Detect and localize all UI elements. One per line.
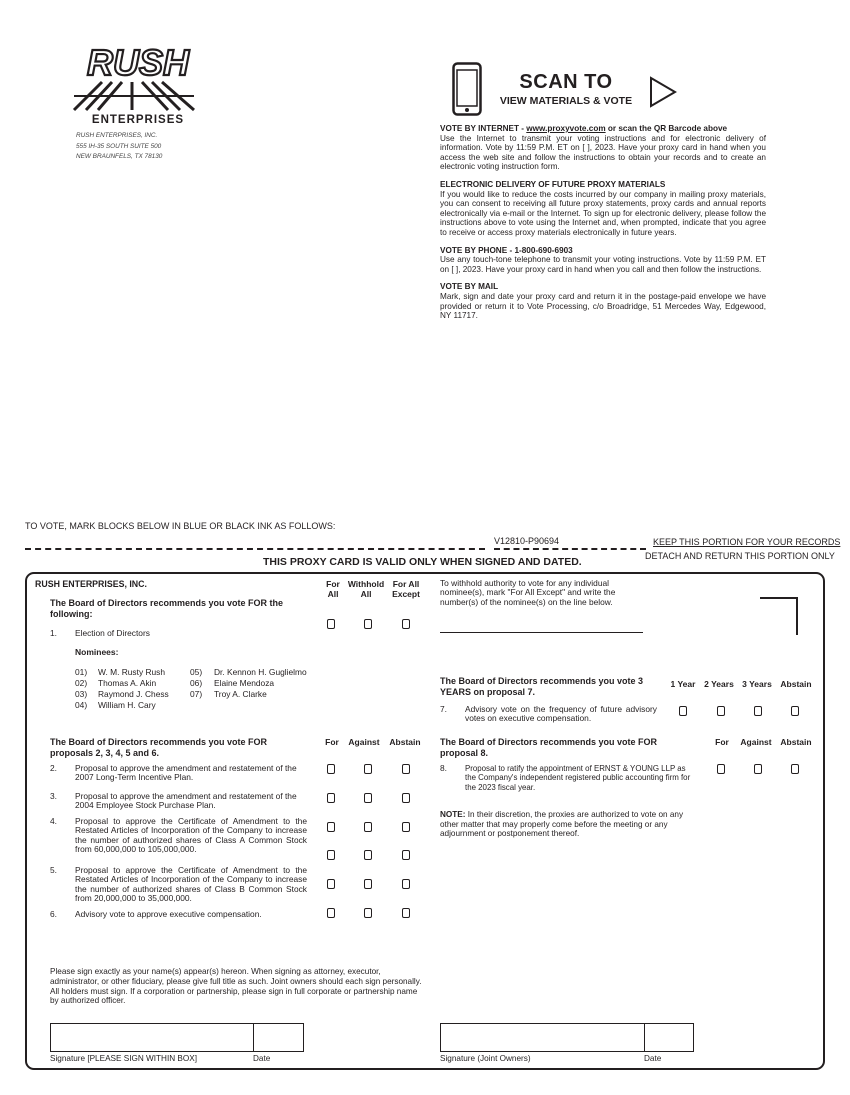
col-abstain-right: Abstain bbox=[780, 737, 812, 747]
p6-against-checkbox[interactable] bbox=[364, 908, 372, 918]
col-for-all-except: For All Except bbox=[392, 579, 420, 599]
corner-mark bbox=[760, 597, 798, 635]
p8-against-checkbox[interactable] bbox=[754, 764, 762, 774]
address-line-3: NEW BRAUNFELS, TX 78130 bbox=[76, 153, 163, 160]
joint-signature-box[interactable] bbox=[440, 1023, 645, 1052]
checkbox-for-all[interactable] bbox=[327, 619, 335, 629]
col-against-right: Against bbox=[740, 737, 772, 747]
p6-abstain-checkbox[interactable] bbox=[402, 908, 410, 918]
p4b-for-checkbox[interactable] bbox=[327, 850, 335, 860]
p8-num: 8. bbox=[440, 763, 447, 773]
p2-text: Proposal to approve the amendment and restatement of the 2007 Long-Term Incentive Plan. bbox=[75, 763, 297, 783]
nominee-02: 02) Thomas A. Akin bbox=[75, 678, 157, 688]
p2-against-checkbox[interactable] bbox=[364, 764, 372, 774]
p5-num: 5. bbox=[50, 865, 57, 875]
date-label: Date bbox=[253, 1054, 271, 1063]
logo-sub: ENTERPRISES bbox=[91, 114, 185, 126]
proxyvote-link[interactable]: www.proxyvote.com bbox=[526, 124, 606, 133]
p6-num: 6. bbox=[50, 909, 57, 919]
mail-body: Mark, sign and date your proxy card and return it in the postage-paid envelope we have provided or return it to Vote Processing, c/o Broadridge, 51 Mercedes Way, Edgewood, NY 11717. bbox=[440, 291, 766, 321]
p5-against-checkbox[interactable] bbox=[364, 879, 372, 889]
phone-title: VOTE BY PHONE - 1-800-690-6903 bbox=[440, 245, 573, 255]
play-arrow-icon bbox=[649, 76, 677, 113]
signature-box[interactable] bbox=[50, 1023, 254, 1052]
p3-against-checkbox[interactable] bbox=[364, 793, 372, 803]
p3-for-checkbox[interactable] bbox=[327, 793, 335, 803]
p7-num: 7. bbox=[440, 704, 447, 714]
rec-proposal-7: The Board of Directors recommends you vote 3 YEARS on proposal 7. bbox=[440, 676, 644, 697]
p5-abstain-checkbox[interactable] bbox=[402, 879, 410, 889]
address-line-1: RUSH ENTERPRISES, INC. bbox=[76, 132, 158, 139]
p7-text: Advisory vote on the frequency of future advisory votes on executive compensation. bbox=[465, 704, 657, 724]
p2-for-checkbox[interactable] bbox=[327, 764, 335, 774]
p8-abstain-checkbox[interactable] bbox=[791, 764, 799, 774]
phone-body: Use any touch-tone telephone to transmit your voting instructions. Vote by 11:59 P.M. ET on [ ], 2023. Have your proxy card in hand when you call and then follow the instructions. bbox=[440, 255, 766, 274]
p2-num: 2. bbox=[50, 763, 57, 773]
card-code: V12810-P90694 bbox=[494, 536, 560, 546]
p7-1-year-checkbox[interactable] bbox=[679, 706, 687, 716]
joint-signature-label: Signature (Joint Owners) bbox=[440, 1054, 531, 1063]
withhold-write-line[interactable] bbox=[440, 632, 643, 633]
to-vote-instruction: TO VOTE, MARK BLOCKS BELOW IN BLUE OR BLACK INK AS FOLLOWS: bbox=[25, 521, 336, 531]
col-for-left: For bbox=[325, 737, 339, 747]
nominee-06: 06) Elaine Mendoza bbox=[190, 678, 275, 688]
signature-label: Signature [PLEASE SIGN WITHIN BOX] bbox=[50, 1054, 197, 1063]
withhold-instructions: To withhold authority to vote for any individual nominee(s), mark "For All Except" and write the number(s) of the nominee(s) on the line below. bbox=[440, 578, 616, 607]
logo-word: RUSH bbox=[86, 44, 190, 83]
p4-abstain-checkbox[interactable] bbox=[402, 822, 410, 832]
scan-subtitle: VIEW MATERIALS & VOTE bbox=[499, 95, 633, 107]
col-for-all: For All bbox=[326, 579, 340, 599]
note bbox=[440, 810, 696, 839]
card-company: RUSH ENTERPRISES, INC. bbox=[35, 579, 147, 589]
p7-3-years-checkbox[interactable] bbox=[754, 706, 762, 716]
nominee-05: 05) Dr. Kennon H. Guglielmo bbox=[190, 667, 307, 677]
p4b-against-checkbox[interactable] bbox=[364, 850, 372, 860]
electronic-title: ELECTRONIC DELIVERY OF FUTURE PROXY MATERIALS bbox=[440, 179, 666, 189]
p4-num: 4. bbox=[50, 816, 57, 826]
joint-date-box[interactable] bbox=[644, 1023, 694, 1052]
mail-title: VOTE BY MAIL bbox=[440, 282, 499, 292]
p2-abstain-checkbox[interactable] bbox=[402, 764, 410, 774]
valid-notice: THIS PROXY CARD IS VALID ONLY WHEN SIGNED AND DATED. bbox=[263, 556, 582, 568]
p4-for-checkbox[interactable] bbox=[327, 822, 335, 832]
col-3-years: 3 Years bbox=[742, 679, 772, 689]
checkbox-withhold-all[interactable] bbox=[364, 619, 372, 629]
p4-text: Proposal to approve the Certificate of Amendment to the Restated Articles of Incorporation of the Company to increase the number of authorized shares of Class A Common Stock from 60,000,000 to 105,000,000. bbox=[75, 816, 307, 854]
internet-title: VOTE BY INTERNET - www.proxyvote.com or scan the QR Barcode above bbox=[440, 124, 728, 133]
p3-text: Proposal to approve the amendment and restatement of the 2004 Employee Stock Purchase Plan. bbox=[75, 791, 297, 811]
p1-text: Election of Directors bbox=[75, 628, 150, 638]
checkbox-for-all-except[interactable] bbox=[402, 619, 410, 629]
keep-portion: KEEP THIS PORTION FOR YOUR RECORDS bbox=[653, 537, 841, 547]
dashed-line-right bbox=[494, 548, 646, 550]
note-label: NOTE: bbox=[440, 810, 466, 819]
col-withhold-all: Withhold All bbox=[347, 579, 385, 599]
p4b-abstain-checkbox[interactable] bbox=[402, 850, 410, 860]
col-abstain-left: Abstain bbox=[389, 737, 421, 747]
address-line-2: 555 IH-35 SOUTH SUITE 500 bbox=[76, 142, 162, 150]
nominee-04: 04) William H. Cary bbox=[75, 700, 156, 710]
logo-graphic bbox=[72, 44, 204, 126]
detach-return: DETACH AND RETURN THIS PORTION ONLY bbox=[645, 551, 835, 561]
p5-text: Proposal to approve the Certificate of Amendment to the Restated Articles of Incorporation of the Company to increase the number of authorized shares of Class B Common Stock from 20,000,000 to 35,000,000. bbox=[75, 865, 307, 903]
col-for-right: For bbox=[715, 737, 729, 747]
internet-body: Use the Internet to transmit your voting instructions and for electronic delivery of information. Vote by 11:59 P.M. ET on [ ], 2023. Have your proxy card in hand when you access the web site and follow the instructions to obtain your records and to create an electronic voting instruction form. bbox=[440, 133, 766, 172]
sign-instructions: Please sign exactly as your name(s) appear(s) hereon. When signing as attorney, executor, administrator, or other fiduciary, please give full title as such. Joint owners should each sign personally. All holders must sign. If a corporation or partnership, please sign in full corporate or partnership name by authorized officer. bbox=[50, 967, 422, 1006]
p5-for-checkbox[interactable] bbox=[327, 879, 335, 889]
joint-date-label: Date bbox=[644, 1054, 662, 1063]
p6-text: Advisory vote to approve executive compensation. bbox=[75, 909, 262, 919]
p1-num: 1. bbox=[50, 628, 57, 638]
nominee-03: 03) Raymond J. Chess bbox=[75, 689, 169, 699]
phone-icon bbox=[452, 62, 482, 116]
company-address bbox=[76, 131, 162, 163]
note-text: In their discretion, the proxies are authorized to vote on any other matter that may properly come before the meeting or any adjournment or postponement thereof. bbox=[440, 810, 684, 839]
col-abstain-p7: Abstain bbox=[780, 679, 812, 689]
company-logo bbox=[72, 44, 204, 126]
scan-title: SCAN TO bbox=[519, 71, 613, 93]
p8-text: Proposal to ratify the appointment of ERNST & YOUNG LLP as the Company's independent registered public accounting firm for the 2023 fiscal year. bbox=[465, 764, 691, 792]
p3-abstain-checkbox[interactable] bbox=[402, 793, 410, 803]
nominee-list-1 bbox=[75, 667, 169, 711]
p4-against-checkbox[interactable] bbox=[364, 822, 372, 832]
rec-proposal-8: The Board of Directors recommends you vote FOR proposal 8. bbox=[440, 737, 658, 758]
voting-instructions bbox=[440, 124, 766, 321]
col-2-years: 2 Years bbox=[704, 679, 734, 689]
col-against-left: Against bbox=[348, 737, 380, 747]
nominee-list-2 bbox=[190, 667, 307, 700]
dashed-line-left bbox=[25, 548, 485, 550]
rec-proposals-2-6: The Board of Directors recommends you vote FOR proposals 2, 3, 4, 5 and 6. bbox=[50, 737, 268, 758]
nominee-01: 01) W. M. Rusty Rush bbox=[75, 667, 166, 677]
p7-abstain-checkbox[interactable] bbox=[791, 706, 799, 716]
nominee-07: 07) Troy A. Clarke bbox=[190, 689, 267, 699]
col-1-year: 1 Year bbox=[670, 679, 696, 689]
rec-directors: The Board of Directors recommends you vote FOR the following: bbox=[50, 598, 284, 619]
p3-num: 3. bbox=[50, 791, 57, 801]
p7-2-years-checkbox[interactable] bbox=[717, 706, 725, 716]
p8-for-checkbox[interactable] bbox=[717, 764, 725, 774]
date-box[interactable] bbox=[253, 1023, 304, 1052]
p6-for-checkbox[interactable] bbox=[327, 908, 335, 918]
electronic-body: If you would like to reduce the costs incurred by our company in mailing proxy materials, you can consent to receiving all future proxy statements, proxy cards and annual reports electronically via e-mail or the Internet. To sign up for electronic delivery, please follow the instructions above to vote using the Internet and, when prompted, indicate that you agree to receive or access proxy materials electronically in future years. bbox=[440, 189, 766, 237]
nominees-label: Nominees: bbox=[75, 647, 119, 657]
